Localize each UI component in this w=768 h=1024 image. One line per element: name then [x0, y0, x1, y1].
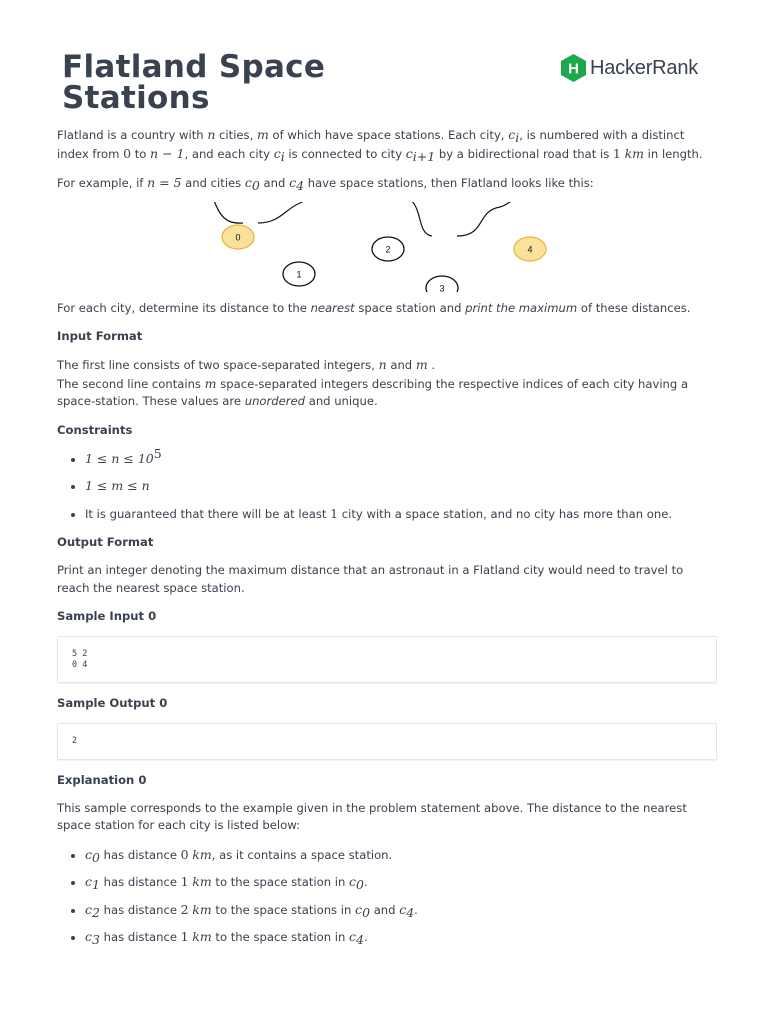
flatland-diagram — [57, 202, 717, 292]
sample-input-code[interactable]: 5 2 0 4 — [57, 636, 717, 683]
problem-statement — [57, 126, 717, 958]
road-3-4 — [457, 202, 517, 236]
city-label: 0 — [235, 232, 241, 242]
logo-text: HackerRank — [590, 56, 699, 79]
city-node-1 — [283, 262, 315, 286]
explanation-item: • $c_0$ has distance 0 km, as it contains a space station. — [85, 846, 717, 865]
constraint-item: • 1 ≤ m ≤ n — [85, 477, 717, 496]
example-paragraph: For example, if n = 5 and cities $c_0$ and $c_4$ have space stations, then Flatland looks like this: — [57, 175, 594, 193]
constraint-item: • It is guaranteed that there will be at least 1 city with a space station, and no city has more than one. — [85, 505, 717, 524]
intro-paragraph: Flatland is a country with n cities, m of which have space stations. Each city, $c_i$, is numbered with a distinct index from 0 to n − 1, and each city $c_i$ is connected to city $c_{i+1}$ by a bidirectional road that is 1 km in length. — [57, 127, 703, 164]
page-title: Flatland Space Stations — [62, 49, 326, 116]
city-label: 1 — [296, 269, 302, 279]
city-node-4 — [514, 237, 546, 261]
flatland-diagram-svg — [57, 202, 717, 292]
city-label: 2 — [385, 244, 391, 254]
road-2-3 — [401, 202, 432, 236]
constraint-item: • $1 \le n \le 10^5$ — [85, 450, 717, 469]
hackerrank-hexagon-icon — [560, 53, 587, 83]
city-node-0 — [222, 225, 254, 249]
sample-output-code[interactable]: 2 — [57, 723, 717, 760]
input-format-text: The first line consists of two space-separated integers, n and m . The second line contains m space-separated integers describing the respective indices of each city having a space-station. These values are unordered and unique. — [57, 357, 689, 408]
city-label: 3 — [439, 283, 445, 292]
input-format-heading: Input Format — [57, 329, 143, 343]
sample-output-heading: Sample Output 0 — [57, 696, 168, 710]
explanation-heading: Explanation 0 — [57, 772, 147, 787]
explanation-item: • $c_1$ has distance 1 km to the space station in $c_0$. — [85, 873, 717, 892]
task-paragraph: For each city, determine its distance to the nearest space station and print the maximum of these distances. — [57, 300, 691, 315]
logo-mark-letter: H — [568, 60, 579, 78]
city-label: 4 — [527, 244, 533, 254]
city-node-2 — [372, 237, 404, 261]
explanation-item: • $c_2$ has distance 2 km to the space stations in $c_0$ and $c_4$. — [85, 901, 717, 920]
explanation-item: • $c_3$ has distance 1 km to the space station in $c_4$. — [85, 928, 717, 947]
constraints-heading: Constraints — [57, 422, 133, 437]
sample-input-heading: Sample Input 0 — [57, 609, 157, 623]
output-format-heading: Output Format — [57, 535, 154, 549]
explanation-list — [57, 846, 717, 947]
hackerrank-logo[interactable] — [560, 53, 698, 83]
road-1-2 — [258, 202, 373, 223]
output-format-text: Print an integer denoting the maximum distance that an astronaut in a Flatland city would need to travel to reach the nearest space station. — [57, 563, 684, 595]
constraints-list — [57, 445, 717, 524]
road-0-1 — [198, 202, 243, 223]
city-node-3 — [426, 276, 458, 292]
explanation-text: This sample corresponds to the example given in the problem statement above. The distance to the nearest space station for each city is listed below: — [57, 800, 687, 832]
